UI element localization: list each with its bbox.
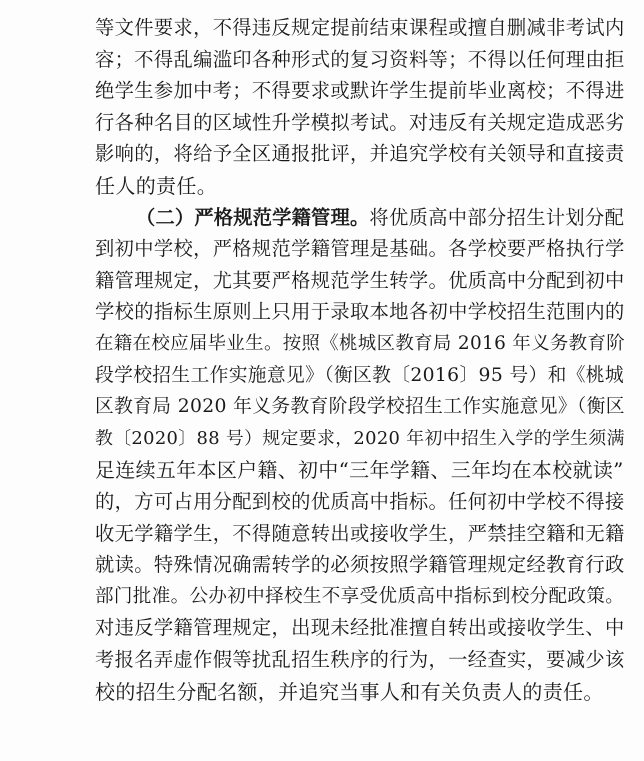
text-line-8: 到初中学校，严格规范学籍管理是基础。各学校要严格执行学	[95, 237, 625, 261]
text-line-4: 行各种名目的区域性升学模拟考试。对违反有关规定造成恶劣	[95, 110, 625, 134]
text-line-14: 教〔2020〕88 号）规定要求，2020 年初中招生入学的学生须满	[95, 427, 625, 449]
text-line-6: 任人的责任。	[95, 174, 218, 198]
text-line-15: 足连续五年本区户籍、初中“三年学籍、三年均在本校就读”	[95, 458, 624, 483]
text-line-21: 考报名弄虚作假等扰乱招生秩序的行为，一经查实，要减少该	[95, 648, 625, 671]
text-line-2: 容；不得乱编滥印各种形式的复习资料等；不得以任何理由拒	[95, 47, 625, 71]
text-line-11: 在籍在校应届毕业生。按照《桃城区教育局 2016 年义务教育阶	[95, 333, 625, 354]
text-line-12: 段学校招生工作实施意见》（衡区教〔2016〕95 号）和《桃城	[95, 364, 625, 386]
text-line-7: 将优质高中部分招生计划分配	[369, 205, 625, 229]
section-heading: （二）严格规范学籍管理。	[136, 205, 370, 229]
text-line-22: 校的招生分配名额，并追究当事人和有关负责人的责任。	[95, 679, 604, 704]
text-line-17: 收无学籍学生，不得随意转出或接收学生，严禁挂空籍和无籍	[95, 521, 625, 545]
text-line-5: 影响的，将给予全区通报批评，并追究学校有关领导和直接责	[95, 142, 625, 166]
text-line-20: 对违反学籍管理规定，出现未经批准擅自转出或接收学生、中	[95, 616, 625, 640]
section-paragraph-first-line	[136, 206, 624, 230]
text-line-18: 就读。特殊情况确需转学的必须按照学籍管理规定经教育行政	[95, 553, 625, 577]
text-line-1: 等文件要求，不得违反规定提前结束课程或擅自删减非考试内	[95, 16, 625, 39]
text-line-10: 学校的指标生原则上只用于录取本地各初中学校招生范围内的	[95, 300, 625, 324]
text-line-3: 绝学生参加中考；不得要求或默许学生提前毕业离校；不得进	[95, 79, 625, 103]
text-line-19: 部门批准。公办初中择校生不享受优质高中指标到校分配政策。	[95, 585, 625, 607]
text-line-13: 区教育局 2020 年义务教育阶段学校招生工作实施意见》（衡区	[95, 396, 625, 418]
text-line-9: 籍管理规定，尤其要严格规范学生转学。优质高中分配到初中	[95, 268, 625, 292]
text-line-16: 的，方可占用分配到校的优质高中指标。任何初中学校不得接	[95, 490, 625, 513]
